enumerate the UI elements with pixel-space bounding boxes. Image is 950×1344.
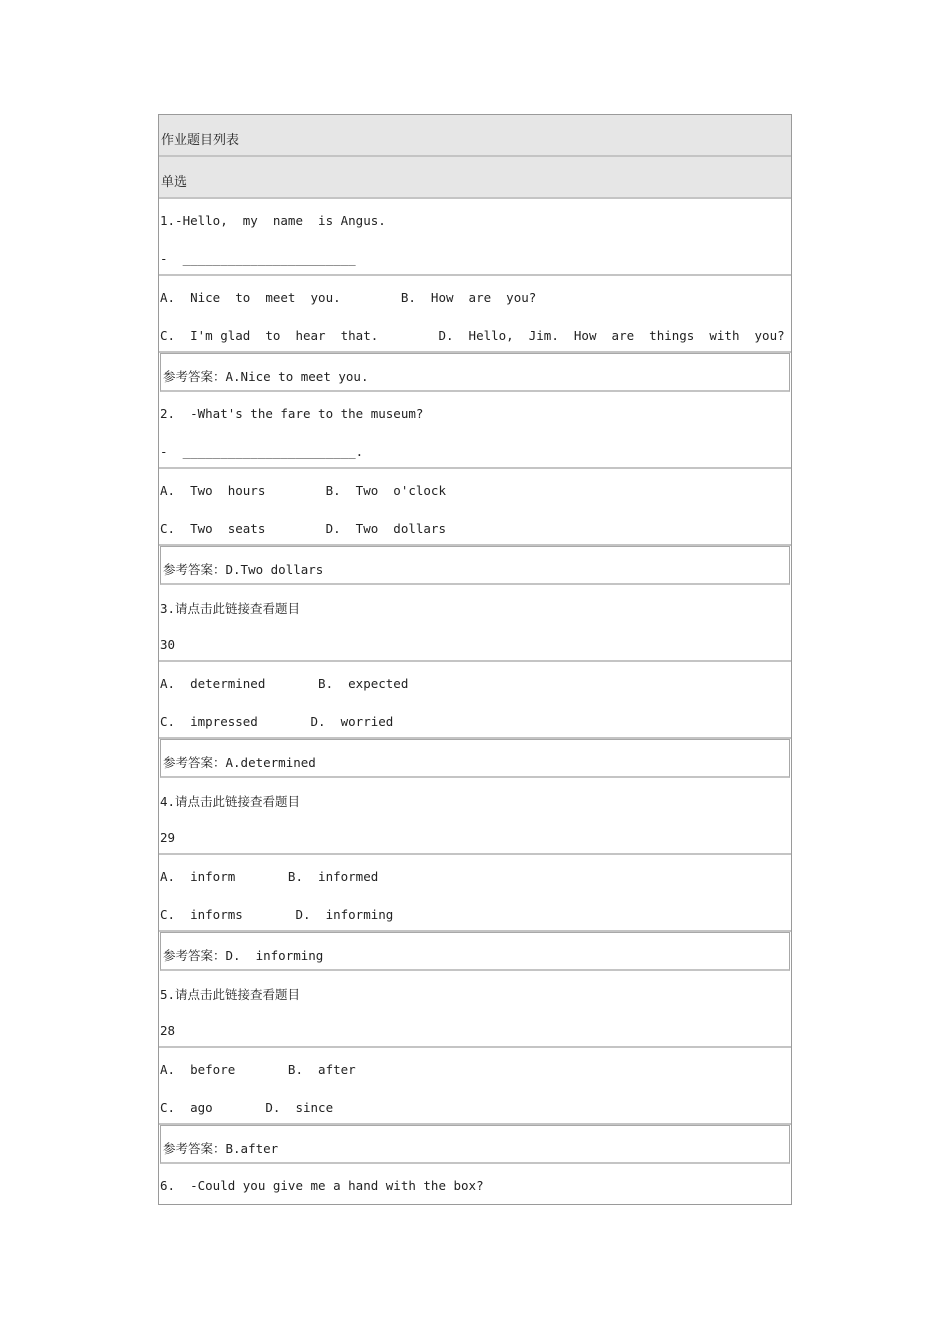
question-2-options-line1: A. Two hours B. Two o'clock (160, 483, 446, 498)
question-3-answer-row (160, 739, 790, 778)
question-4-link[interactable]: 4.请点击此链接查看题目 (160, 794, 301, 809)
question-3-link[interactable]: 3.请点击此链接查看题目 (160, 601, 301, 616)
question-4-options-line2: C. informs D. informing (160, 907, 394, 922)
question-5-options-line1: A. before B. after (160, 1062, 356, 1077)
question-2-options-line2: C. Two seats D. Two dollars (160, 521, 446, 536)
question-2-blank: - _______________________. (160, 444, 364, 459)
question-2-text: 2. -What's the fare to the museum? (160, 406, 424, 421)
question-3-answer: 参考答案：A.determined (163, 755, 316, 770)
question-5-options-line2: C. ago D. since (160, 1100, 334, 1115)
question-4-number: 29 (160, 830, 176, 845)
question-5-link[interactable]: 5.请点击此链接查看题目 (160, 987, 301, 1002)
section-label: 单选 (161, 175, 188, 190)
question-1-options-line1: A. Nice to meet you. B. How are you? (160, 290, 537, 305)
question-6-text: 6. -Could you give me a hand with the box? (160, 1178, 484, 1193)
section-row (159, 157, 791, 199)
question-3-stem (159, 585, 791, 662)
question-5-number: 28 (160, 1023, 176, 1038)
question-3-options (159, 662, 791, 739)
question-6-stem (159, 1164, 791, 1204)
question-4-answer: 参考答案：D. informing (163, 948, 324, 963)
question-5-options (159, 1048, 791, 1125)
question-4-options-line1: A. inform B. informed (160, 869, 379, 884)
question-3-options-line2: C. impressed D. worried (160, 714, 394, 729)
question-1-stem (159, 199, 791, 276)
table-title-row (159, 115, 791, 157)
question-1-answer: 参考答案：A.Nice to meet you. (163, 369, 369, 384)
question-2-answer-row (160, 546, 790, 585)
question-4-options (159, 855, 791, 932)
question-5-answer: 参考答案：B.after (163, 1141, 279, 1156)
homework-question-table (158, 114, 792, 1205)
table-title: 作业题目列表 (161, 133, 240, 148)
question-2-answer: 参考答案：D.Two dollars (163, 562, 324, 577)
question-4-stem (159, 778, 791, 855)
question-5-stem (159, 971, 791, 1048)
question-2-options (159, 469, 791, 546)
question-1-text: 1.-Hello, my name is Angus. (160, 213, 386, 228)
question-1-options (159, 276, 791, 353)
question-1-options-line2: C. I'm glad to hear that. D. Hello, Jim. How are things with you? (160, 328, 785, 343)
question-1-blank: - _______________________ (160, 251, 356, 266)
question-5-answer-row (160, 1125, 790, 1164)
question-2-stem (159, 392, 791, 469)
question-3-options-line1: A. determined B. expected (160, 676, 409, 691)
question-1-answer-row (160, 353, 790, 392)
question-3-number: 30 (160, 637, 176, 652)
question-4-answer-row (160, 932, 790, 971)
